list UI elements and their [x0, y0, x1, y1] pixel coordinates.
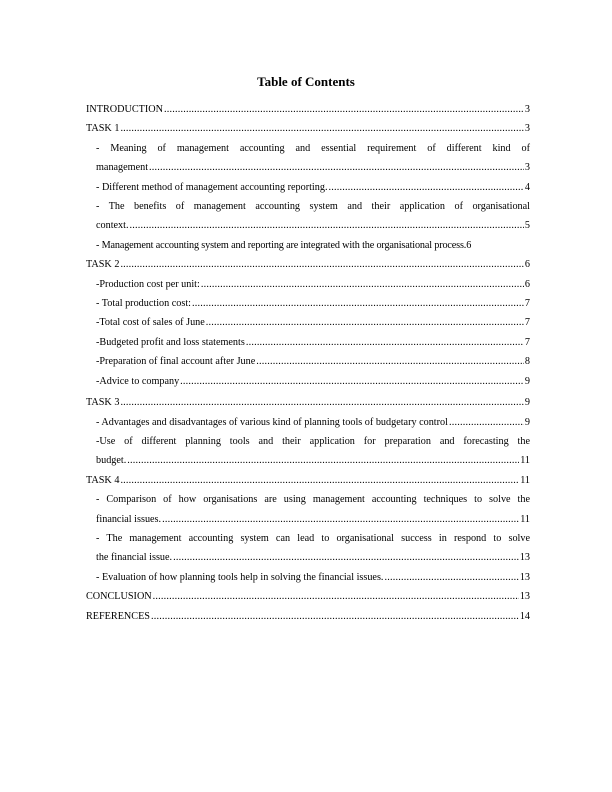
toc-subentry-task2-1[interactable]	[86, 275, 530, 294]
toc-entry-label: - Total production cost:	[96, 298, 192, 310]
toc-page-number: 9	[524, 416, 530, 428]
toc-entry-label-cont: context.	[96, 220, 129, 232]
toc-entry-label: - Management accounting system and reporting are integrated with the organisational process.	[96, 239, 467, 251]
dot-leader	[164, 100, 524, 119]
toc-entry-label-cont: management	[96, 162, 149, 174]
toc-entry-label: - Different method of management accounting reporting.	[96, 181, 328, 193]
toc-entry-label: - The management accounting system can lead to organisational success in respond to solve	[96, 532, 530, 544]
dot-leader	[130, 216, 524, 235]
toc-page-number: 5	[524, 220, 530, 232]
dot-leader	[246, 333, 524, 352]
toc-page-number: 11	[520, 455, 530, 467]
toc-entry-label: - The benefits of management accounting system and their application of organisational	[96, 201, 530, 213]
dot-leader	[151, 607, 519, 626]
toc-page-number: 7	[524, 317, 530, 329]
toc-entry-label: INTRODUCTION	[86, 104, 163, 115]
toc-subentry-task1-4[interactable]	[86, 236, 530, 255]
toc-entry-label: -Advice to company	[96, 375, 180, 387]
toc-page-number: 13	[519, 571, 530, 583]
toc-page-number: 4	[524, 181, 530, 193]
toc-entry-label: TASK 1	[86, 123, 120, 135]
dot-leader	[329, 178, 524, 197]
dot-leader	[153, 587, 519, 606]
dot-leader	[201, 275, 524, 294]
toc-subentry-task4-3[interactable]	[86, 568, 530, 587]
toc-entry-label: - Meaning of management accounting and essential requirement of different kind of	[96, 142, 530, 154]
toc-page-number: 6	[524, 259, 530, 271]
dot-leader	[206, 313, 524, 332]
toc-page-number: 3	[524, 162, 530, 174]
toc-page-number: 7	[524, 336, 530, 348]
toc-page-number: 3	[524, 123, 530, 135]
toc-entry-label: TASK 2	[86, 259, 120, 271]
dot-leader	[384, 568, 518, 587]
toc-subentry-task3-2[interactable]	[86, 432, 530, 471]
toc-entry-label: -Use of different planning tools and their application for preparation and forecasting the	[96, 435, 530, 447]
toc-entry-label: - Comparison of how organisations are using management accounting techniques to solve the	[96, 494, 530, 506]
toc-page-number: 9	[524, 397, 530, 409]
toc-page-number: 8	[524, 356, 530, 368]
toc-page-number: 13	[519, 552, 530, 564]
toc-subentry-task3-1[interactable]	[86, 413, 530, 432]
toc-page-number: 14	[519, 610, 530, 622]
toc-page-number: 11	[520, 474, 530, 486]
dot-leader	[149, 158, 524, 177]
toc-entry-label: -Total cost of sales of June	[96, 317, 205, 329]
toc-page-number: 11	[520, 513, 530, 525]
dot-leader	[127, 451, 519, 470]
toc-entry-label-cont: financial issues.	[96, 513, 162, 525]
toc-subentry-task2-5[interactable]	[86, 352, 530, 371]
toc-entry-label: - Advantages and disadvantages of various kind of planning tools of budgetary control	[96, 416, 448, 428]
dot-leader	[256, 352, 524, 371]
toc-entry-references[interactable]	[86, 607, 530, 626]
toc-subentry-task4-2[interactable]	[86, 529, 530, 568]
toc-title: Table of Contents	[257, 74, 355, 89]
dot-leader	[449, 413, 524, 432]
toc-subentry-task2-3[interactable]	[86, 313, 530, 332]
toc-page-number: 3	[524, 104, 530, 115]
toc-subentry-task2-2[interactable]	[86, 294, 530, 313]
toc-entry-label: CONCLUSION	[86, 591, 152, 603]
toc-entry-label-cont: the financial issue.	[96, 552, 173, 564]
dot-leader	[120, 393, 523, 412]
dot-leader	[162, 510, 519, 529]
toc-page-number: 6	[524, 278, 530, 290]
toc-page-number: 6	[466, 239, 472, 251]
table-of-contents	[86, 100, 530, 626]
toc-entry-conclusion[interactable]	[86, 587, 530, 606]
dot-leader	[120, 119, 523, 138]
toc-entry-label: -Budgeted profit and loss statements	[96, 336, 245, 348]
dot-leader	[180, 372, 524, 391]
toc-entry-introduction[interactable]	[86, 100, 530, 119]
toc-subentry-task1-3[interactable]	[86, 197, 530, 236]
toc-entry-task3[interactable]	[86, 393, 530, 412]
toc-subentry-task1-1[interactable]	[86, 139, 530, 178]
toc-entry-task2[interactable]	[86, 255, 530, 274]
toc-page-number: 9	[524, 375, 530, 387]
toc-entry-label-cont: budget.	[96, 455, 127, 467]
toc-subentry-task2-4[interactable]	[86, 333, 530, 352]
toc-entry-label: -Production cost per unit:	[96, 278, 200, 290]
toc-subentry-task4-1[interactable]	[86, 490, 530, 529]
toc-entry-label: TASK 3	[86, 397, 120, 409]
toc-entry-label: REFERENCES	[86, 610, 150, 622]
dot-leader	[173, 548, 519, 567]
toc-entry-label: -Preparation of final account after June	[96, 356, 256, 368]
toc-entry-task1[interactable]	[86, 119, 530, 138]
toc-entry-task4[interactable]	[86, 471, 530, 490]
toc-entry-label: TASK 4	[86, 474, 120, 486]
toc-subentry-task1-2[interactable]	[86, 178, 530, 197]
dot-leader	[120, 471, 519, 490]
toc-page-number: 7	[524, 298, 530, 310]
dot-leader	[120, 255, 523, 274]
toc-entry-label: - Evaluation of how planning tools help in solving the financial issues.	[96, 571, 384, 583]
dot-leader	[192, 294, 524, 313]
toc-subentry-task2-6[interactable]	[86, 372, 530, 391]
toc-page-number: 13	[519, 591, 530, 603]
